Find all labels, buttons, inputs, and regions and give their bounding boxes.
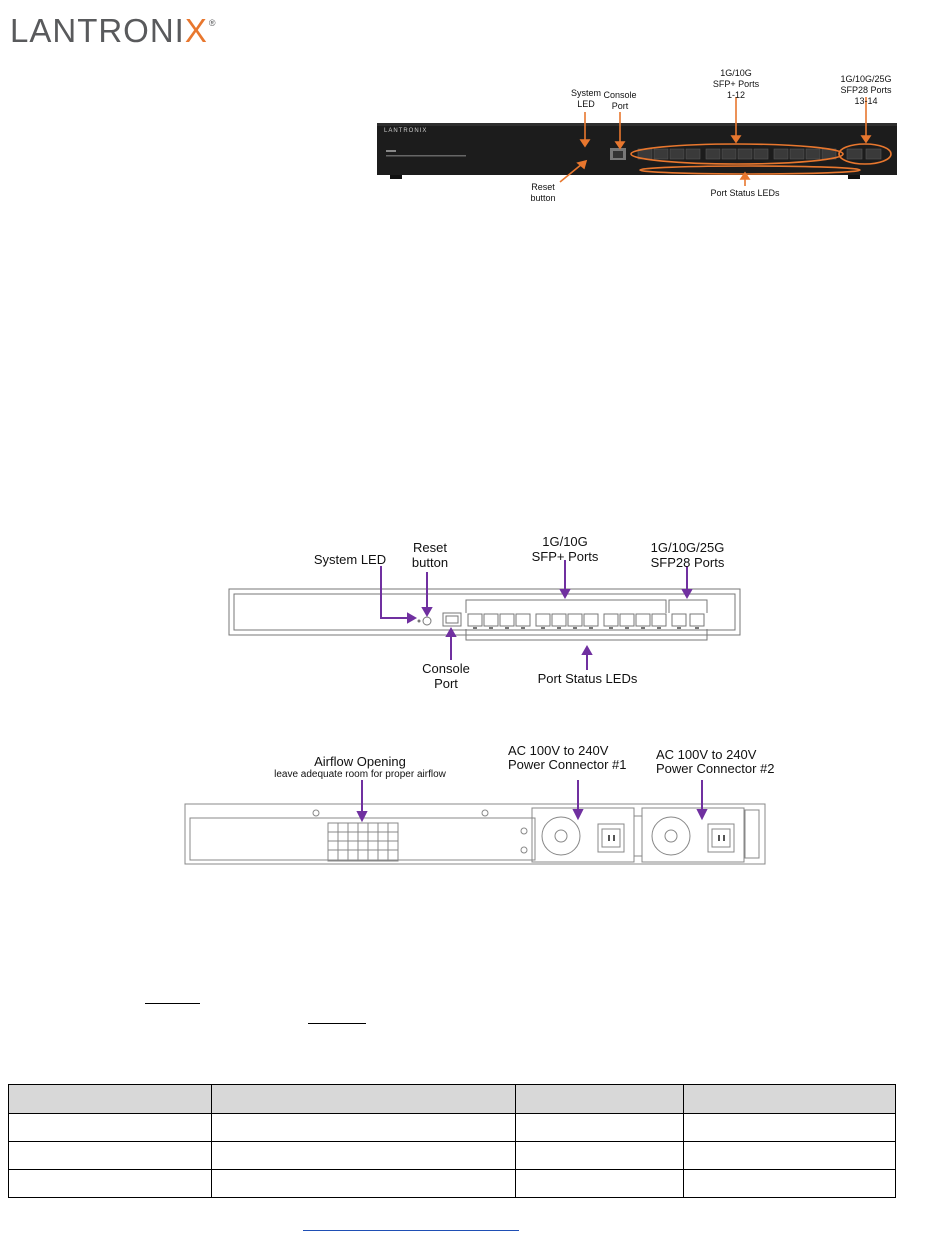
table-row [9, 1142, 896, 1170]
lantronix-logo: LANTRONIX® [10, 12, 217, 49]
table-header-row [9, 1085, 896, 1114]
underline-fragment-2 [308, 1023, 366, 1024]
rear-label-power-2: AC 100V to 240V Power Connector #2 [656, 747, 775, 776]
front-label-console-port: Console Port [422, 661, 470, 691]
front-label-port-status: Port Status LEDs [537, 671, 638, 686]
table-row [9, 1170, 896, 1198]
front-label-reset-button: Reset button [411, 540, 449, 570]
photo-label-sfp28: 1G/10G/25G SFP28 Ports 13-14 [840, 74, 892, 106]
rear-label-power-1: AC 100V to 240V Power Connector #1 [508, 743, 627, 772]
front-panel-diagram [200, 530, 760, 695]
photo-label-console-port: Console Port [603, 90, 637, 111]
rear-label-airflow [260, 754, 460, 781]
photo-label-port-status: Port Status LEDs [710, 188, 780, 198]
airflow-title: Airflow Opening [314, 754, 406, 769]
photo-label-sfp-plus: 1G/10G SFP+ Ports 1-12 [712, 68, 760, 100]
airflow-note: leave adequate room for proper airflow [274, 769, 446, 780]
photo-brand: LANTRONIX [384, 128, 428, 134]
underline-fragment-1 [145, 1003, 200, 1004]
rear-panel-diagram [180, 740, 780, 870]
photo-label-reset: Reset button [530, 182, 556, 203]
info-table [8, 1084, 896, 1198]
photo-label-system-led: System LED [570, 88, 601, 109]
table-row [9, 1114, 896, 1142]
link-underline[interactable] [303, 1230, 519, 1231]
front-label-system-led: System LED [313, 552, 387, 567]
front-label-sfp-plus: 1G/10G SFP+ Ports [531, 534, 599, 564]
front-label-sfp28: 1G/10G/25G SFP28 Ports [650, 540, 725, 570]
device-photo-figure [370, 60, 910, 210]
